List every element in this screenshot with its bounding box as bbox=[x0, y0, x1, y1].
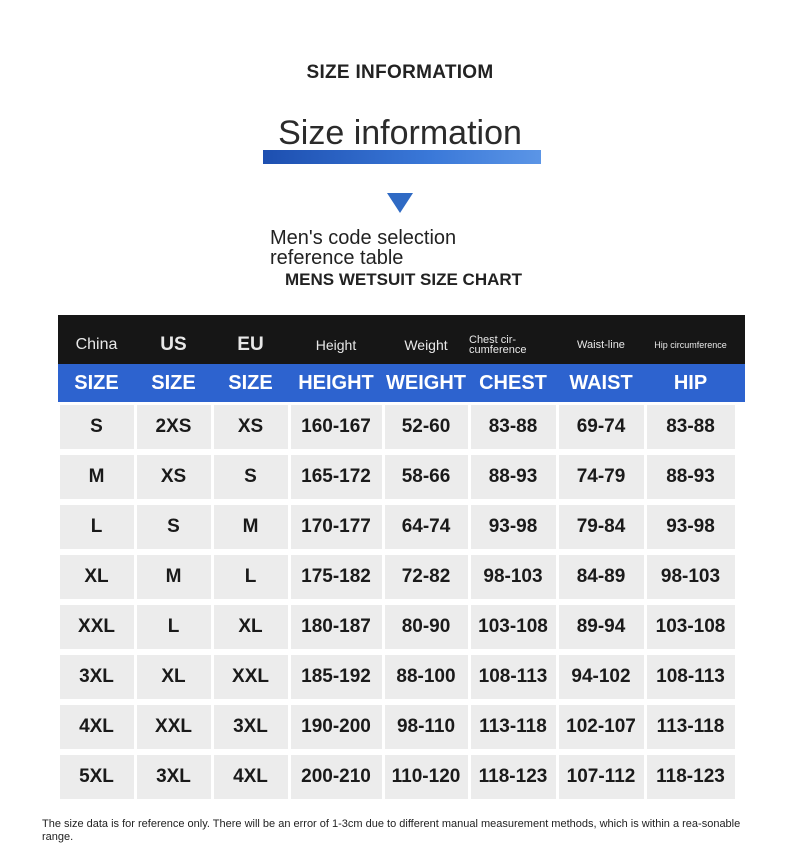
cell-china: 5XL bbox=[60, 755, 134, 799]
cell-weight: 64-74 bbox=[385, 505, 468, 549]
cell-chest: 103-108 bbox=[471, 605, 556, 649]
header-size-us: SIZE bbox=[151, 371, 196, 394]
cell-height: 185-192 bbox=[291, 655, 382, 699]
top-header-weight: Weight bbox=[404, 336, 448, 353]
cell-china: L bbox=[60, 505, 134, 549]
header-chest: CHEST bbox=[479, 371, 547, 394]
cell-weight: 110-120 bbox=[385, 755, 468, 799]
cell-chest: 118-123 bbox=[471, 755, 556, 799]
top-header-us: US bbox=[160, 333, 187, 355]
cell-waist: 84-89 bbox=[559, 555, 644, 599]
down-triangle-icon bbox=[387, 193, 413, 213]
table-row bbox=[58, 752, 745, 802]
cell-height: 175-182 bbox=[291, 555, 382, 599]
cell-us: XXL bbox=[137, 705, 211, 749]
banner-title: Size information bbox=[278, 114, 522, 152]
cell-weight: 72-82 bbox=[385, 555, 468, 599]
table-top-header-row bbox=[58, 315, 745, 364]
cell-us: S bbox=[137, 505, 211, 549]
cell-chest: 88-93 bbox=[471, 455, 556, 499]
cell-eu: 4XL bbox=[214, 755, 288, 799]
subtitle-line-1: Men's code selection bbox=[270, 227, 457, 249]
cell-hip: 118-123 bbox=[647, 755, 735, 799]
cell-chest: 93-98 bbox=[471, 505, 556, 549]
top-header-eu: EU bbox=[237, 333, 264, 355]
cell-eu: XL bbox=[214, 605, 288, 649]
cell-eu: XS bbox=[214, 405, 288, 449]
cell-chest: 108-113 bbox=[471, 655, 556, 699]
cell-china: XXL bbox=[60, 605, 134, 649]
cell-chest: 83-88 bbox=[471, 405, 556, 449]
cell-waist: 94-102 bbox=[559, 655, 644, 699]
cell-weight: 52-60 bbox=[385, 405, 468, 449]
cell-waist: 79-84 bbox=[559, 505, 644, 549]
cell-eu: XXL bbox=[214, 655, 288, 699]
cell-us: L bbox=[137, 605, 211, 649]
header-size-eu: SIZE bbox=[228, 371, 273, 394]
header-height: HEIGHT bbox=[298, 371, 374, 394]
cell-hip: 93-98 bbox=[647, 505, 735, 549]
table-row bbox=[58, 602, 745, 652]
header-waist: WAIST bbox=[569, 371, 633, 394]
top-header-hip: Hip circumference bbox=[654, 339, 727, 350]
cell-waist: 107-112 bbox=[559, 755, 644, 799]
cell-chest: 98-103 bbox=[471, 555, 556, 599]
footnote: The size data is for reference only. There will be an error of 1-3cm due to different manual measurement methods, which is within a rea-sonable range. bbox=[42, 818, 741, 843]
subtitle-line-2: reference table bbox=[270, 247, 404, 269]
table-header-row bbox=[58, 364, 745, 402]
cell-hip: 103-108 bbox=[647, 605, 735, 649]
cell-us: 2XS bbox=[137, 405, 211, 449]
table-row bbox=[58, 552, 745, 602]
cell-china: 3XL bbox=[60, 655, 134, 699]
table-body bbox=[58, 402, 745, 802]
header-hip: HIP bbox=[673, 371, 708, 394]
subtitle bbox=[270, 228, 456, 268]
table-row bbox=[58, 502, 745, 552]
cell-weight: 88-100 bbox=[385, 655, 468, 699]
cell-eu: S bbox=[214, 455, 288, 499]
cell-us: 3XL bbox=[137, 755, 211, 799]
table-row bbox=[58, 402, 745, 452]
cell-weight: 58-66 bbox=[385, 455, 468, 499]
cell-eu: M bbox=[214, 505, 288, 549]
cell-waist: 69-74 bbox=[559, 405, 644, 449]
cell-height: 165-172 bbox=[291, 455, 382, 499]
cell-us: XS bbox=[137, 455, 211, 499]
cell-hip: 113-118 bbox=[647, 705, 735, 749]
cell-height: 160-167 bbox=[291, 405, 382, 449]
cell-hip: 98-103 bbox=[647, 555, 735, 599]
top-header-height: Height bbox=[315, 336, 357, 353]
cell-chest: 113-118 bbox=[471, 705, 556, 749]
size-table bbox=[58, 315, 745, 802]
top-header-china: China bbox=[75, 335, 118, 353]
table-row bbox=[58, 652, 745, 702]
cell-hip: 83-88 bbox=[647, 405, 735, 449]
cell-height: 200-210 bbox=[291, 755, 382, 799]
cell-height: 190-200 bbox=[291, 705, 382, 749]
cell-weight: 80-90 bbox=[385, 605, 468, 649]
header-size-china: SIZE bbox=[74, 371, 119, 394]
cell-us: XL bbox=[137, 655, 211, 699]
cell-china: XL bbox=[60, 555, 134, 599]
cell-china: S bbox=[60, 405, 134, 449]
cell-us: M bbox=[137, 555, 211, 599]
cell-waist: 74-79 bbox=[559, 455, 644, 499]
cell-waist: 89-94 bbox=[559, 605, 644, 649]
cell-height: 170-177 bbox=[291, 505, 382, 549]
cell-china: 4XL bbox=[60, 705, 134, 749]
table-row bbox=[58, 452, 745, 502]
header-weight: WEIGHT bbox=[386, 371, 466, 394]
cell-weight: 98-110 bbox=[385, 705, 468, 749]
cell-height: 180-187 bbox=[291, 605, 382, 649]
cell-eu: L bbox=[214, 555, 288, 599]
cell-eu: 3XL bbox=[214, 705, 288, 749]
top-header-waist: Waist-line bbox=[577, 338, 625, 351]
top-header-chest: Chest cir-cumference bbox=[469, 333, 527, 356]
cell-hip: 108-113 bbox=[647, 655, 735, 699]
chart-title: MENS WETSUIT SIZE CHART bbox=[285, 270, 523, 289]
page-top-title: SIZE INFORMATIOM bbox=[306, 62, 494, 83]
table-row bbox=[58, 702, 745, 752]
cell-china: M bbox=[60, 455, 134, 499]
cell-hip: 88-93 bbox=[647, 455, 735, 499]
cell-waist: 102-107 bbox=[559, 705, 644, 749]
